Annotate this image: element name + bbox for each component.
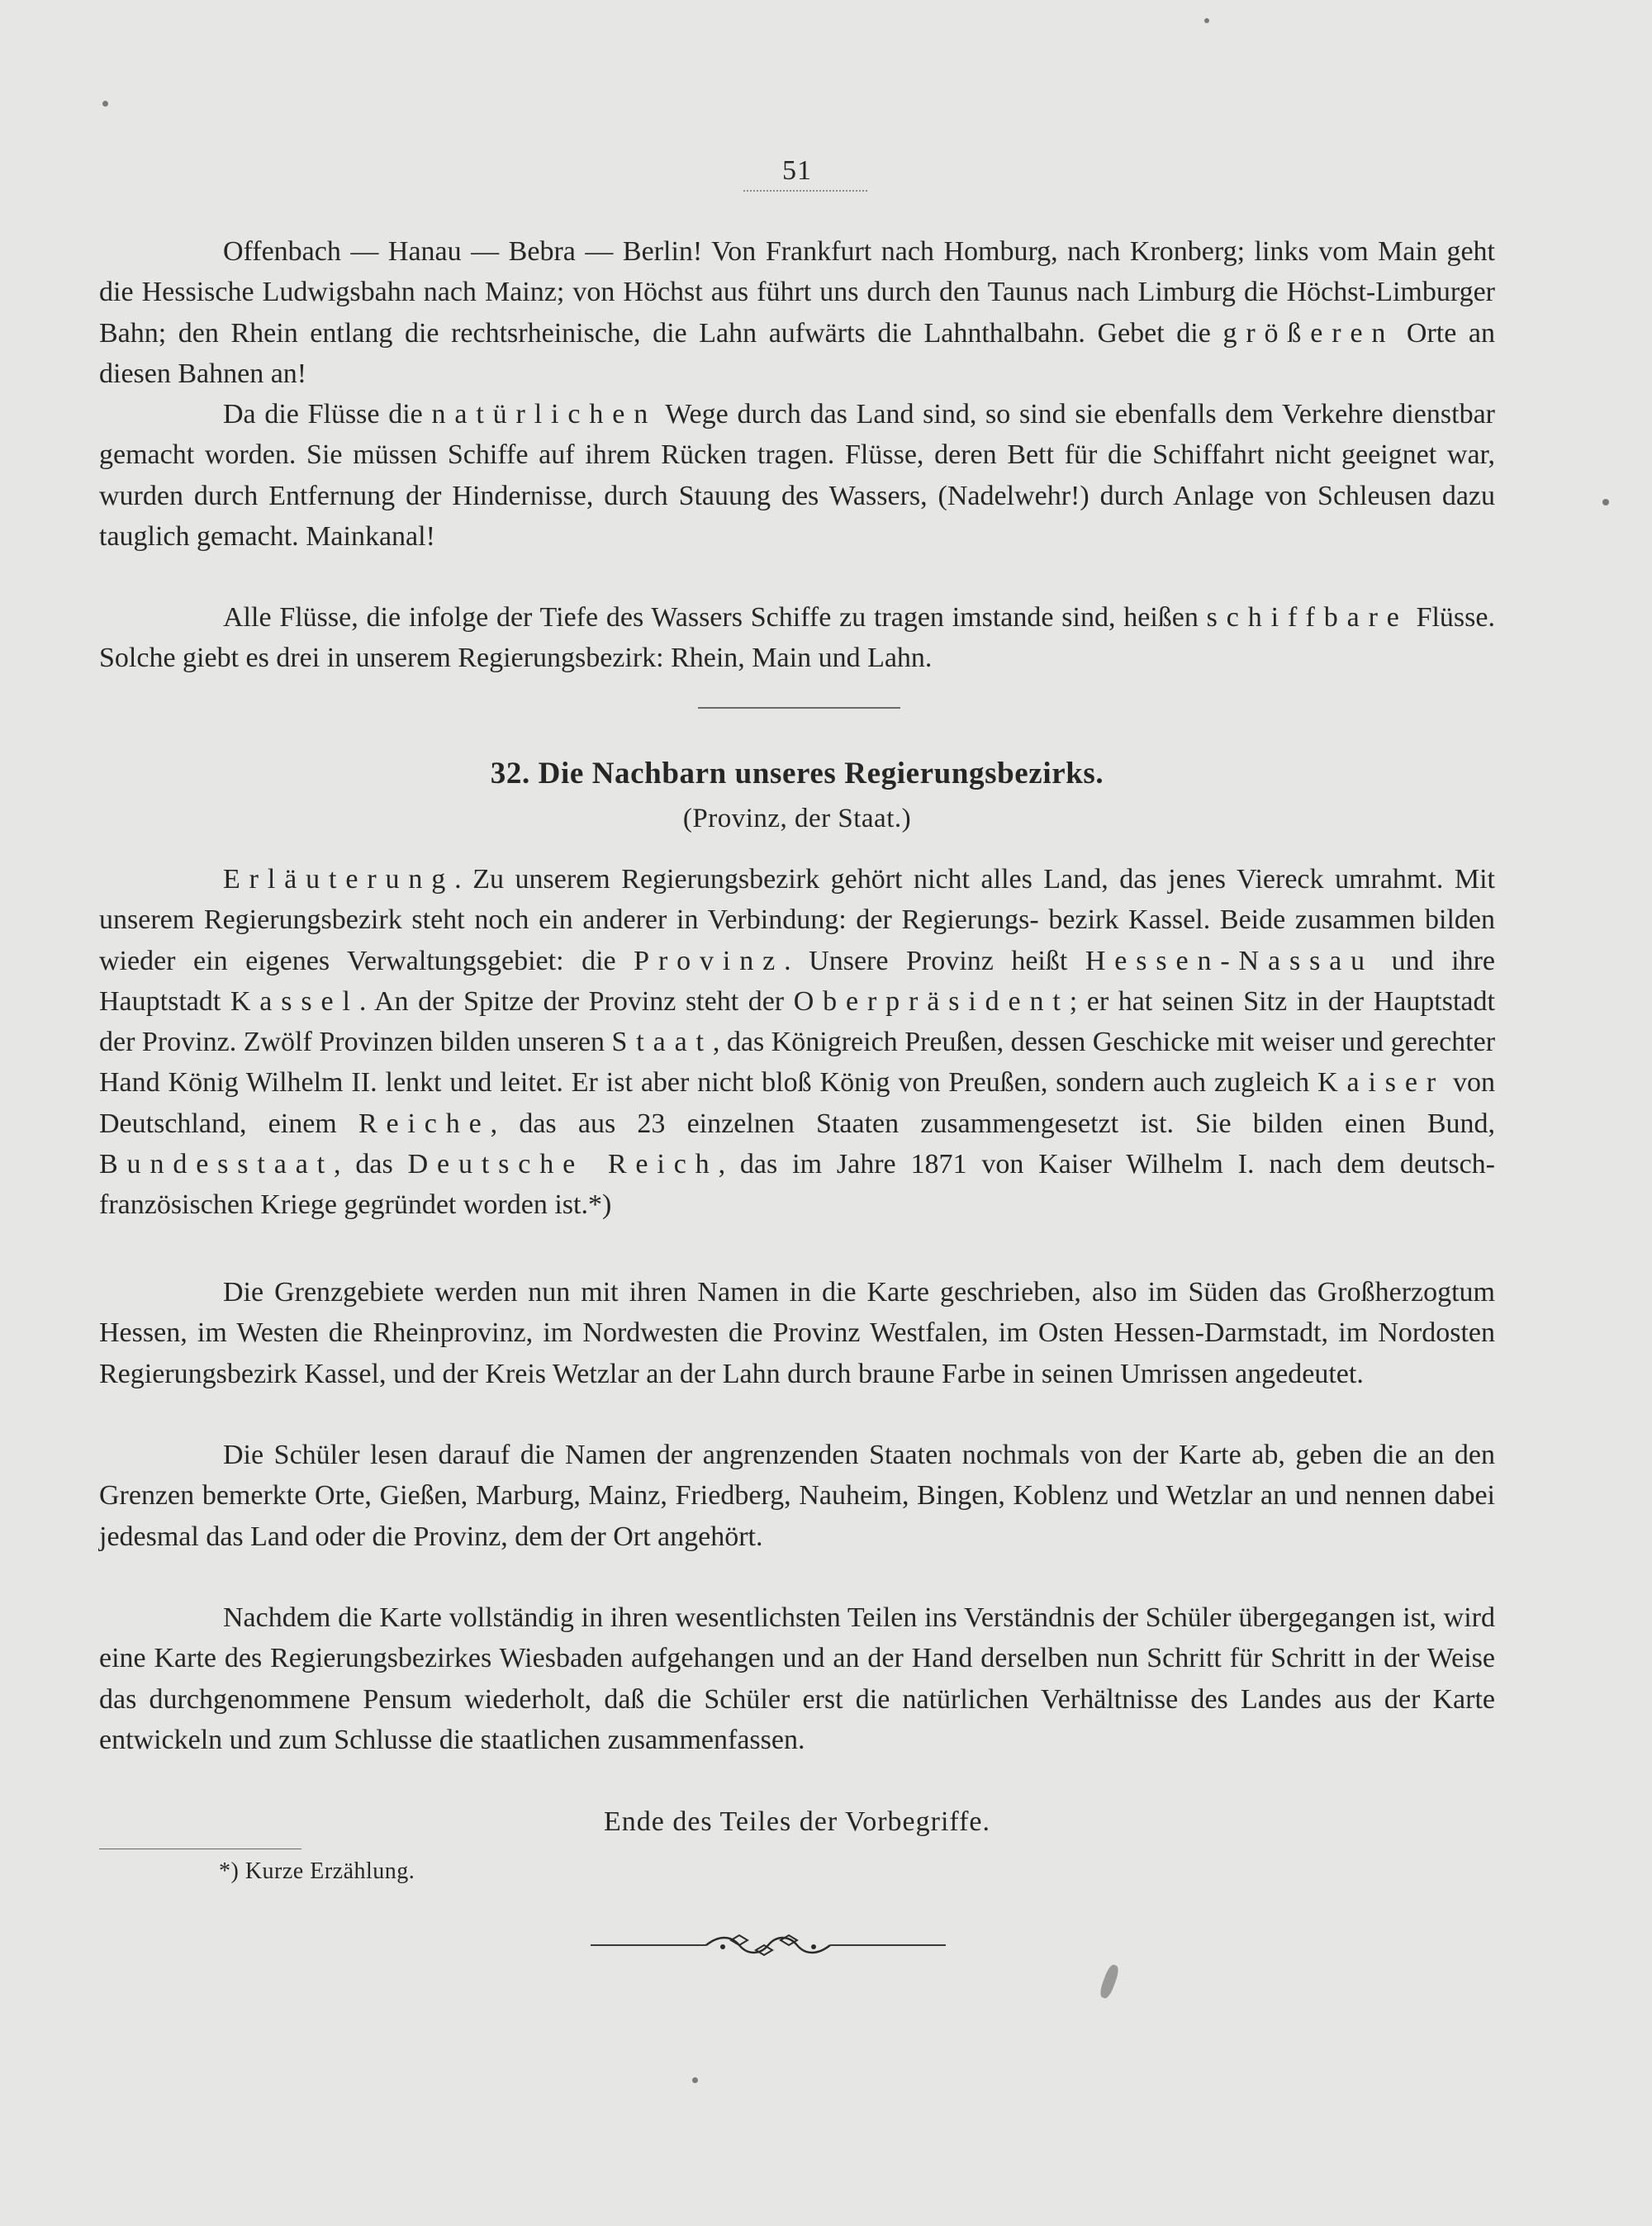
text-run: Taunus nach Limburg die Höchst-Limburger Bahn; den Rhein entlang die rechtsrheinische, die — [99, 277, 1495, 349]
emphasized-text: Staat — [611, 1027, 713, 1058]
paper-speck — [1098, 1963, 1121, 2000]
text-run: zusammengesetzt ist. Sie bilden einen Bund, — [920, 1108, 1495, 1139]
paragraph — [99, 394, 1495, 557]
text-run: Die Grenzgebiete werden nun mit ihren Namen in die Karte geschrieben, also im Süden — [223, 1277, 1259, 1308]
text-run: , das im — [718, 1149, 823, 1180]
text-run: umrahmt. Mit unserem Regierungsbezirk steht noch ein anderer in Verbindung: der Regierungs- — [99, 864, 1495, 936]
text-run: durch Stauung des Wassers, (Nadelwehr!) durch Anlage von Schleusen dazu tauglich gemacht. — [99, 480, 1496, 552]
ornament-icon — [591, 1929, 946, 1962]
paragraph — [99, 1597, 1495, 1760]
text-run: Flüsse. Solche giebt es drei in unserem Regierungsbezirk: Rhein, Main und Lahn. — [99, 602, 1495, 674]
emphasized-text: schiffbare — [1206, 602, 1408, 633]
text-run: Unsere Provinz heißt — [809, 945, 1085, 976]
paper-speck — [692, 2077, 698, 2083]
text-run: Provinzen bilden unseren — [319, 1027, 612, 1058]
emphasized-text: Erläuterung — [223, 864, 455, 895]
page-number: 51 — [782, 155, 812, 186]
text-run: daß die Schüler erst die natürlichen Verhältnisse des Landes aus der Karte entwickeln und — [99, 1683, 1496, 1755]
text-run: Da die Flüsse die — [223, 399, 432, 430]
paper-speck — [1602, 499, 1609, 505]
section-subheading: (Provinz, der Staat.) — [682, 804, 912, 833]
paragraph — [99, 1435, 1495, 1557]
section-divider — [698, 707, 900, 709]
text-run: dem der Ort angehört. — [515, 1521, 763, 1552]
text-run: sondern auch zugleich — [1056, 1067, 1318, 1099]
text-run: übergegangen ist, wird eine Karte des Regierungsbezirkes Wiesbaden aufgehangen und an der — [99, 1602, 1495, 1674]
text-run: Offenbach — Hanau — Bebra — Berlin! Von Frankfurt nach Homburg, nach Kronberg; links — [223, 236, 1309, 267]
paper-speck — [1204, 18, 1209, 23]
text-run: ab, geben die an den Grenzen bemerkte Orte, Gießen, Marburg, Mainz, Friedberg, Nauheim, — [99, 1440, 1496, 1512]
text-run: Hand derselben nun Schritt für Schritt in der Weise das durchgenommene Pensum wiederholt, — [99, 1643, 1496, 1715]
paper-speck — [102, 101, 108, 107]
text-run: Verkehre dienstbar gemacht worden. Sie müssen Schiffe auf ihrem Rücken tragen. Flüsse, — [99, 399, 1495, 471]
emphasized-text: Hessen-Nassau — [1085, 945, 1374, 976]
text-run: Wege durch das Land sind, so sind sie ebenfalls dem — [657, 399, 1274, 430]
text-run: der Lahn durch braune Farbe in seinen Umrissen angedeutet. — [679, 1358, 1364, 1389]
paragraph — [99, 859, 1495, 1226]
page-number-underline — [743, 190, 867, 192]
text-run: Die Schüler lesen darauf die Namen der angrenzenden Staaten nochmals von der Karte — [223, 1440, 1241, 1470]
text-run: im Osten Hessen-Darmstadt, im Nordosten Regierungsbezirk Kassel, und der Kreis Wetzlar an — [99, 1317, 1496, 1389]
emphasized-text: Kassel — [230, 985, 359, 1017]
text-run: Jahre 1871 von Kaiser Wilhelm I. nach dem deutsch-französischen Kriege gegründet worden ist.*) — [99, 1149, 1496, 1221]
text-run: , das aus 23 einzelnen Staaten — [490, 1108, 900, 1139]
text-run: das Großherzogtum Hessen, im Westen die Rheinprovinz, im Nordwesten die Provinz Westfalen, — [99, 1277, 1496, 1349]
text-run: von Deutschland, einem — [99, 1067, 1496, 1139]
text-run: . An der Spitze der — [358, 985, 580, 1017]
text-run: Alle Flüsse, die infolge der Tiefe des Wassers Schiffe zu tragen imstande sind, heißen — [223, 602, 1199, 633]
paragraph — [99, 597, 1495, 679]
text-run: gerechter Hand König Wilhelm II. lenkt und leitet. Er ist aber nicht bloß König von Preußen, — [99, 1027, 1496, 1099]
emphasized-text: größeren — [1222, 317, 1395, 349]
text-run: zum Schlusse die staatlichen zusammenfassen. — [278, 1724, 805, 1755]
text-run: Lahn aufwärts die Lahnthalbahn. Gebet die — [699, 317, 1223, 349]
paragraph — [99, 231, 1495, 394]
emphasized-text: Provinz — [634, 945, 785, 976]
text-run: Mainkanal! — [306, 520, 435, 552]
text-run: bezirk Kassel. Beide zusammen bilden wieder ein eigenes Verwaltungsgebiet: die — [99, 904, 1496, 976]
text-run: vom Main geht die Hessische Ludwigsbahn nach Mainz; von Höchst aus führt uns durch den — [99, 236, 1495, 308]
closing-line: Ende des Teiles der Vorbegriffe. — [603, 1806, 991, 1837]
emphasized-text: Oberpräsident — [793, 985, 1070, 1017]
paragraph — [99, 1272, 1495, 1394]
text-run: , das — [334, 1149, 408, 1180]
text-run: Bingen, Koblenz und Wetzlar an und nennen dabei jedesmal das Land oder die Provinz, — [99, 1480, 1495, 1552]
text-run: , das Königreich Preußen, dessen Geschicke mit weiser und — [712, 1027, 1384, 1058]
section-heading: 32. Die Nachbarn unseres Regierungsbezirks. — [490, 757, 1104, 790]
emphasized-text: Deutsche Reich — [407, 1149, 719, 1180]
text-run: ; er hat seinen Sitz in der Hauptstadt der Provinz. Zwölf — [99, 985, 1495, 1058]
text-run: deren Bett für die Schiffahrt nicht geeignet war, wurden durch Entfernung der Hindernisse, — [99, 439, 1496, 511]
text-run: Provinz steht der — [588, 985, 794, 1017]
text-run: Orte an diesen Bahnen an! — [99, 317, 1496, 389]
text-run: . — [784, 945, 791, 976]
emphasized-text: Reiche — [358, 1108, 491, 1139]
emphasized-text: natürlichen — [431, 399, 657, 430]
emphasized-text: Kaiser — [1317, 1067, 1446, 1099]
emphasized-text: Bundesstaat — [99, 1149, 334, 1180]
text-run: . Zu unserem Regierungsbezirk gehört nicht alles Land, das jenes Viereck — [454, 864, 1324, 895]
text-run: Nachdem die Karte vollständig in ihren wesentlichsten Teilen ins Verständnis der Schüler — [223, 1602, 1232, 1633]
footnote: *) Kurze Erzählung. — [219, 1858, 415, 1884]
text-run: und ihre Hauptstadt — [99, 945, 1496, 1017]
